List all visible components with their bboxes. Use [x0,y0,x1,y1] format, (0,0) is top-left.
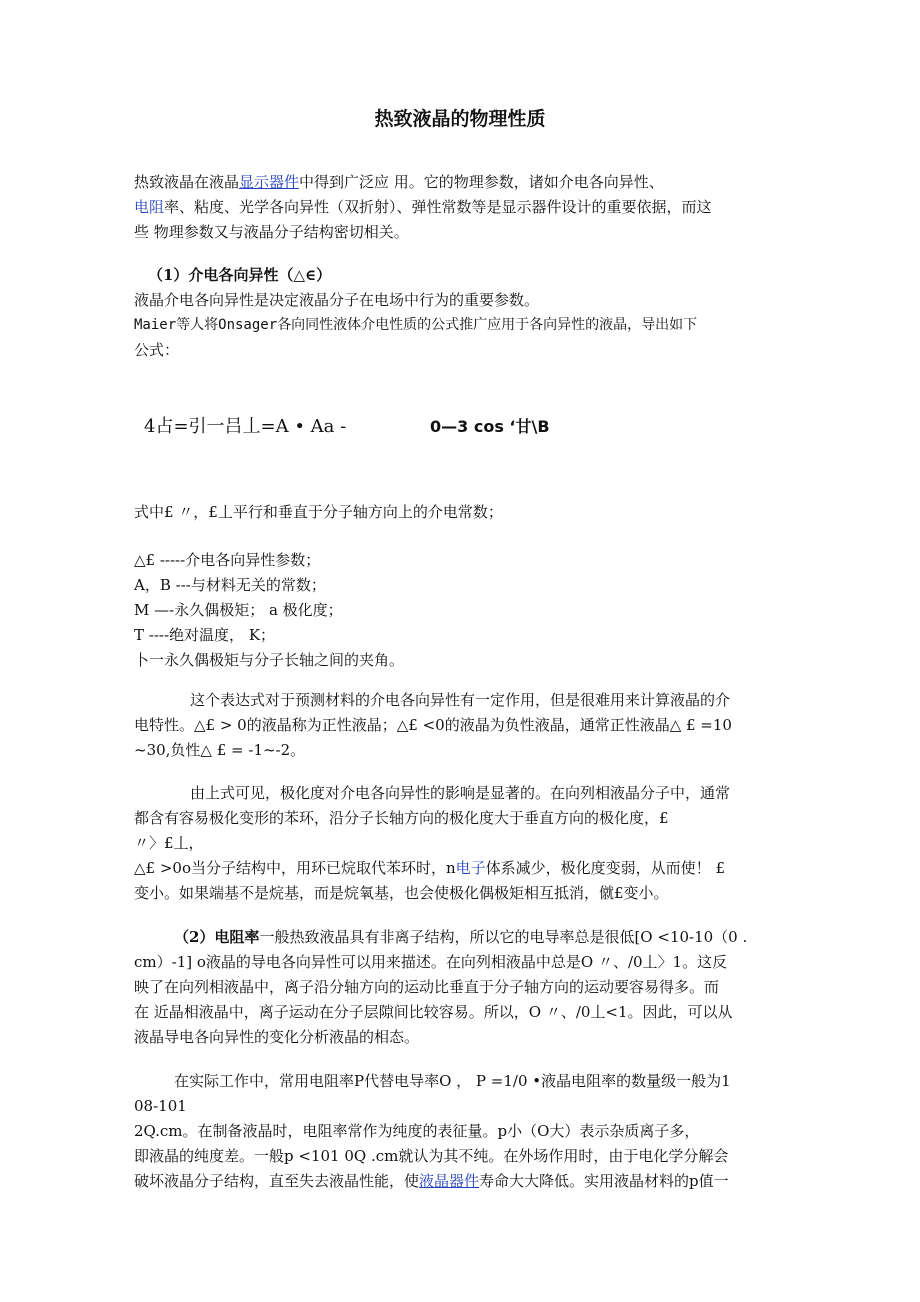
section-1 [134,263,794,363]
definitions-intro [134,500,794,525]
paragraph-3-line-1: 在实际工作中，常用电阻率P代替电导率O ， P =1/0 •液晶电阻率的数量级一般为1 [174,1072,731,1090]
paragraph-1-line-2: 电特性。△£ > 0的液晶称为正性液晶；△£ <0的液晶为负性液晶，通常正性液晶△ £ =10 [134,716,732,734]
definition-item: 卜一永久偶极矩与分子长轴之间的夹角。 [134,651,405,669]
electron-link[interactable]: 电子 [455,859,486,877]
intro-line-3: 些 物理参数又与液晶分子结构密切相关。 [134,223,409,241]
paragraph-3-line-5: 破坏液晶分子结构，直至失去液晶性能，使液晶器件寿命大大降低。实用液晶材料的p值一 [134,1172,729,1190]
paragraph-2-line-3: 〃〉£丄， [134,834,204,852]
resistance-link[interactable]: 电阻 [134,198,165,216]
section-2-line-5: 液晶导电各向异性的变化分析液晶的相态。 [134,1028,420,1046]
paragraph-2-line-1: 由上式可见，极化度对介电各向异性的影响是显著的。在向列相液晶分子中，通常 [190,784,731,802]
paragraph-2-line-2: 都含有容易极化变形的苯环，沿分子长轴方向的极化度大于垂直方向的极化度，£ [134,809,669,827]
definition-item: T ----绝对温度， K； [134,626,276,644]
formula [144,412,550,438]
paragraph-3-line-2: 08-101 [134,1097,187,1115]
paragraph-2 [134,781,794,906]
paragraph-1-line-1: 这个表达式对于预测材料的介电各向异性有一定作用，但是很难用来计算液晶的介 [190,691,731,709]
paragraph-1-line-3: ~30,负性△ £ = -1~-2。 [134,741,306,759]
section-2-line-2: cm）-1] o液晶的导电各向异性可以用来描述。在向列相液晶中总是O 〃、/0丄〉1。这反 [134,953,728,971]
intro-line-1: 热致液晶在液晶显示器件中得到广泛应 用。它的物理参数，诸如介电各向异性、 [134,173,664,191]
paragraph-3-line-4: 即液晶的纯度差。一般p <101 0Q .cm就认为其不纯。在外场作用时，由于电化学分解会 [134,1147,729,1165]
section-2-line-4: 在 近晶相液晶中，离子运动在分子层隙间比较容易。所以，O 〃、/0丄<1。因此，可以从 [134,1003,733,1021]
section-2-line-3: 映了在向列相液晶中，离子沿分轴方向的运动比垂直于分子轴方向的运动要容易得多。而 [134,978,720,996]
definition-intro-line: 式中£ 〃，£丄平行和垂直于分子轴方向上的介电常数； [134,503,503,521]
section-1-heading: （1）介电各向异性（△∈） [148,266,332,284]
definition-item: A，B ---与材料无关的常数； [134,576,326,594]
paragraph-1 [134,688,794,763]
intro-paragraph [134,170,794,245]
paragraph-2-line-5: 变小。如果端基不是烷基，而是烷氧基，也会使极化偶极矩相互抵消，僦£变小。 [134,884,669,902]
section-1-line-3: 公式： [134,341,180,359]
section-2-heading: （2）电阻率 [174,928,260,946]
lcd-device-link[interactable]: 液晶器件 [419,1172,480,1190]
section-1-line-2: Maier等人将Onsager各向同性液体介电性质的公式推广应用于各向异性的液晶，导出如下 [134,317,698,333]
formula-right: 0—3 cos ʻ甘\B [430,417,550,436]
intro-line-2: 电阻率、粘度、光学各向异性（双折射）、弹性常数等是显示器件设计的重要依据，而这 [134,198,712,216]
definitions-list [134,548,794,673]
page-title: 热致液晶的物理性质 [374,108,546,130]
display-device-link[interactable]: 显示器件 [239,173,300,191]
paragraph-2-line-4: △£ >0o当分子结构中，用环已烷取代苯环时，n电子体系减少，极化度变弱，从而使！ £ [134,859,725,877]
definition-item: M —-永久偶极矩； a 极化度； [134,601,343,619]
paragraph-3-line-3: 2Q.cm。在制备液晶时，电阻率常作为纯度的表征量。p小（O大）表示杂质离子多， [134,1122,700,1140]
definition-item: △£ -----介电各向异性参数； [134,551,321,569]
paragraph-3 [134,1069,794,1194]
section-2-line-1: （2）电阻率一般热致液晶具有非离子结构，所以它的电导率总是很低[O <10-10（0 . [174,928,748,946]
formula-left: 4占=引一吕丄=A • Aa - [144,416,347,437]
section-2 [134,925,794,1050]
section-1-line-1: 液晶介电各向异性是决定液晶分子在电场中行为的重要参数。 [134,291,540,309]
